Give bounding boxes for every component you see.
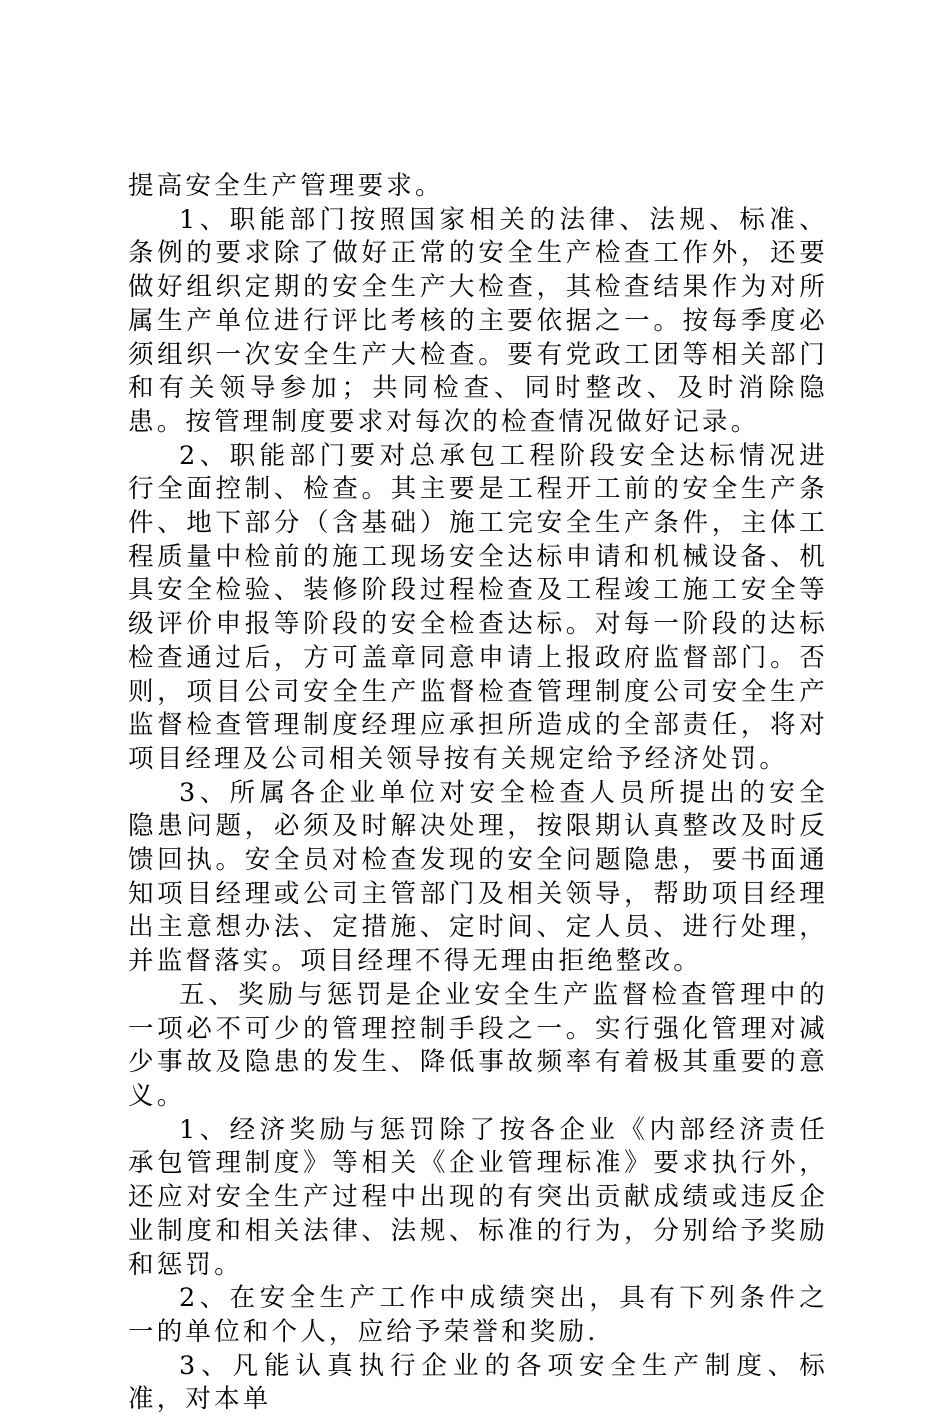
paragraph-1: 提高安全生产管理要求。 <box>128 171 444 201</box>
document-body <box>128 170 828 1417</box>
paragraph-4: 3、所属各企业单位对安全检查人员所提出的安全隐患问题，必须及时解决处理，按限期认真整改及时反馈回执。安全员对检查发现的安全问题隐患，要书面通知项目经理或公司主管部门及相关领导，帮助项目经理出主意想办法、定措施、定时间、定人员、进行处理，并监督落实。项目经理不得无理由拒绝整改。 <box>128 777 828 977</box>
paragraph-8: 3、凡能认真执行企业的各项安全生产制度、标准，对本单 <box>128 1350 828 1415</box>
paragraph-5: 五、奖励与惩罚是企业安全生产监督检查管理中的一项必不可少的管理控制手段之一。实行强化管理对减少事故及隐患的发生、降低事故频率有着极其重要的意义。 <box>128 979 828 1111</box>
paragraph-6: 1、经济奖励与惩罚除了按各企业《内部经济责任承包管理制度》等相关《企业管理标准》要求执行外，还应对安全生产过程中出现的有突出贡献成绩或违反企业制度和相关法律、法规、标准的行为，分别给予奖励和惩罚。 <box>128 1114 828 1280</box>
paragraph-3: 2、职能部门要对总承包工程阶段安全达标情况进行全面控制、检查。其主要是工程开工前的安全生产条件、地下部分（含基础）施工完安全生产条件，主体工程质量中检前的施工现场安全达标申请和机械设备、机具安全检验、装修阶段过程检查及工程竣工施工安全等级评价申报等阶段的安全检查达标。对每一阶段的达标检查通过后，方可盖章同意申请上报政府监督部门。否则，项目公司安全生产监督检查管理制度公司安全生产监督检查管理制度经理应承担所造成的全部责任，将对项目经理及公司相关领导按有关规定给予经济处罚。 <box>128 440 828 774</box>
paragraph-7: 2、在安全生产工作中成绩突出，具有下列条件之一的单位和个人，应给予荣誉和奖励. <box>128 1283 828 1347</box>
paragraph-2: 1、职能部门按照国家相关的法律、法规、标准、条例的要求除了做好正常的安全生产检查工作外，还要做好组织定期的安全生产大检查，其检查结果作为对所属生产单位进行评比考核的主要依据之一。按每季度必须组织一次安全生产大检查。要有党政工团等相关部门和有关领导参加；共同检查、同时整改、及时消除隐患。按管理制度要求对每次的检查情况做好记录。 <box>128 204 828 437</box>
